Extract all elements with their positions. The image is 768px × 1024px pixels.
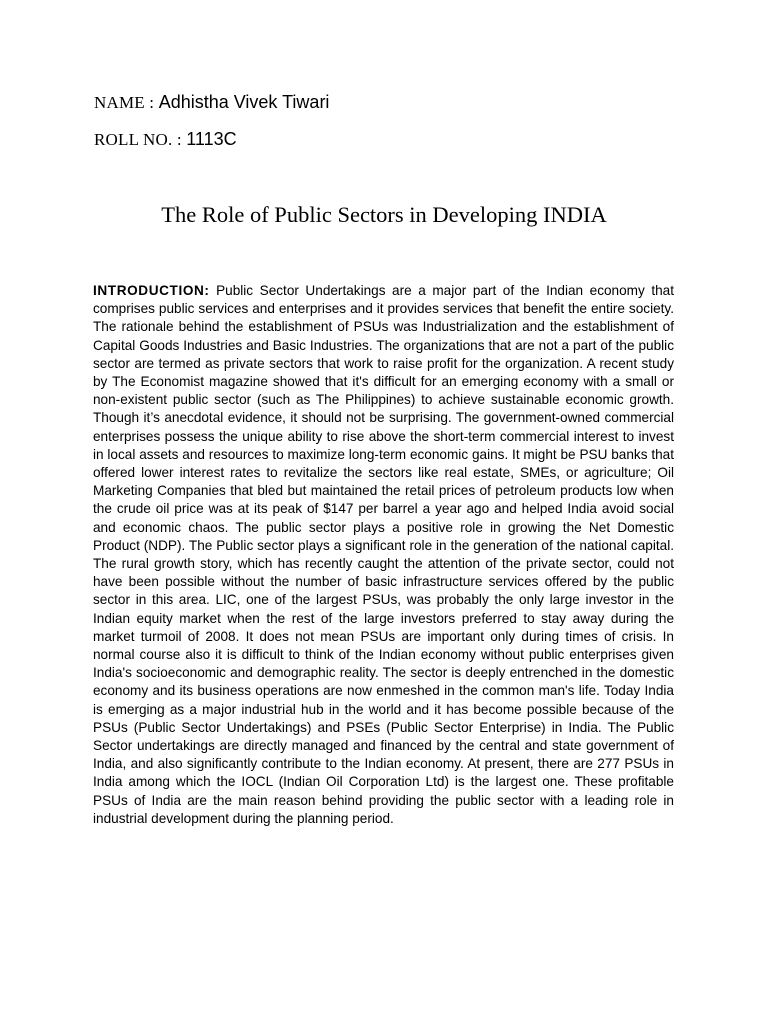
roll-number-line	[94, 129, 237, 150]
introduction-text: Public Sector Undertakings are a major part of the Indian economy that comprises public services and enterprises and it provides services that benefit the entire society. The rationale behind the establishment of PSUs was Industrialization and the establishment of Capital Goods Industries and Basic Industries. The organizations that are not a part of the public sector are termed as private sectors that work to raise profit for the organization. A recent study by The Economist magazine showed that it's difficult for an emerging economy with a small or non-existent public sector (such as The Philippines) to achieve sustainable economic growth. Though it’s anecdotal evidence, it should not be surprising. The government-owned commercial enterprises possess the unique ability to rise above the short-term commercial interest to invest in local assets and resources to maximize long-term economic gains. It might be PSU banks that offered lower interest rates to revitalize the sectors like real estate, SMEs, or agriculture; Oil Marketing Companies that bled but maintained the retail prices of petroleum products low when the crude oil price was at its peak of $147 per barrel a year ago and helped India avoid social and economic chaos. The public sector plays a positive role in growing the Net Domestic Product (NDP). The Public sector plays a significant role in the generation of the national capital. The rural growth story, which has recently caught the attention of the private sector, could not have been possible without the number of basic infrastructure services offered by the public sector in this area. LIC, one of the largest PSUs, was probably the only large investor in the Indian equity market when the rest of the large investors preferred to stay away during the market turmoil of 2008. It does not mean PSUs are important only during times of crisis. In normal course also it is difficult to think of the Indian economy without public enterprises given India's socioeconomic and demographic reality. The sector is deeply entrenched in the domestic economy and its business operations are now enmeshed in the common man's life. Today India is emerging as a major industrial hub in the world and it has become possible because of the PSUs (Public Sector Undertakings) and PSEs (Public Sector Enterprise) in India. The Public Sector undertakings are directly managed and financed by the central and state government of India, and also significantly contribute to the Indian economy. At present, there are 277 PSUs in India among which the IOCL (Indian Oil Corporation Ltd) is the largest one. These profitable PSUs of India are the main reason behind providing the public sector with a leading role in industrial development during the planning period.	[93, 283, 674, 826]
name-line	[94, 92, 329, 113]
name-value: Adhistha Vivek Tiwari	[158, 92, 330, 112]
document-title: The Role of Public Sectors in Developing INDIA	[161, 202, 607, 227]
introduction-heading: INTRODUCTION:	[93, 283, 210, 298]
roll-number-value: 1113C	[186, 129, 237, 149]
roll-number-label: ROLL NO. :	[94, 130, 187, 149]
introduction-paragraph	[93, 282, 674, 828]
name-label: NAME :	[94, 93, 159, 112]
